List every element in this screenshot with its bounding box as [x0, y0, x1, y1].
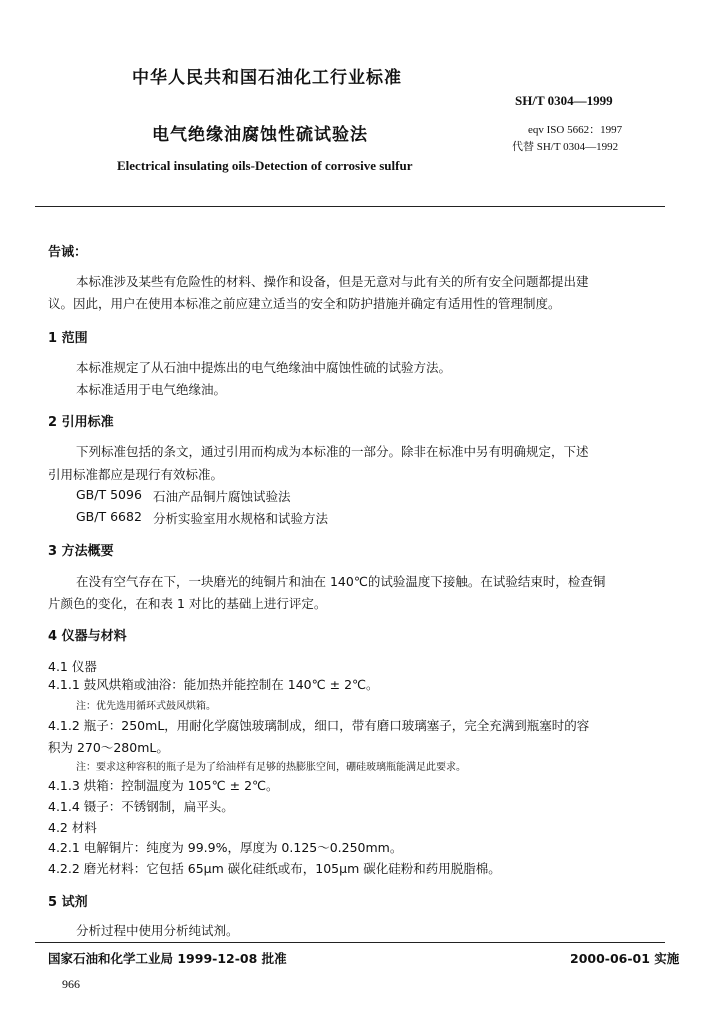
section-text: 分析过程中使用分析纯试剂。: [76, 923, 239, 938]
section-text: 引用标准都应是现行有效标准。: [48, 467, 224, 482]
warning-paragraph-line: 议。因此，用户在使用本标准之前应建立适当的安全和防护措施并确定有适用性的管理制度。: [48, 296, 561, 311]
section-text: 下列标准包括的条文，通过引用而构成为本标准的一部分。除非在标准中另有明确规定，下述: [76, 444, 589, 459]
section-text: 片颜色的变化，在和表 1 对比的基础上进行评定。: [48, 596, 327, 611]
subsection-text: 积为 270～280mL。: [48, 740, 169, 755]
document-title-en: Electrical insulating oils-Detection of corrosive sulfur: [117, 158, 413, 173]
standard-code: SH/T 0304—1999: [515, 93, 613, 108]
section-heading: 3 方法概要: [48, 544, 114, 559]
note-text: 注：要求这种容积的瓶子是为了给油样有足够的热膨胀空间，硼硅玻璃瓶能满足此要求。: [76, 762, 466, 773]
standard-category: 中华人民共和国石油化工行业标准: [132, 68, 402, 88]
reference-code: GB/T 5096: [76, 487, 142, 502]
section-heading: 2 引用标准: [48, 415, 114, 430]
warning-heading: 告诫：: [48, 245, 88, 260]
section-heading: 5 试剂: [48, 895, 88, 910]
footer-divider: [35, 942, 665, 943]
reference-title: 石油产品铜片腐蚀试验法: [153, 489, 291, 504]
document-title-cn: 电气绝缘油腐蚀性硫试验法: [152, 125, 368, 145]
page-number: 966: [62, 977, 80, 991]
section-text: 本标准适用于电气绝缘油。: [76, 382, 227, 397]
note-text: 注：优先选用循环式鼓风烘箱。: [76, 701, 216, 712]
subsection-text: 4.2.2 磨光材料：它包括 65μm 碳化硅纸或布，105μm 碳化硅粉和药用脱脂棉。: [48, 861, 501, 876]
reference-code: GB/T 6682: [76, 509, 142, 524]
subsection-heading: 4.2 材料: [48, 820, 97, 835]
reference-title: 分析实验室用水规格和试验方法: [153, 511, 329, 526]
section-text: 本标准规定了从石油中提炼出的电气绝缘油中腐蚀性硫的试验方法。: [76, 360, 452, 375]
section-heading: 4 仪器与材料: [48, 629, 127, 644]
equivalent-standard: eqv ISO 5662：1997: [528, 124, 623, 136]
approval-line: 国家石油和化学工业局 1999-12-08 批准: [48, 951, 287, 966]
effective-date: 2000-06-01 实施: [570, 951, 680, 966]
subsection-text: 4.2.1 电解铜片：纯度为 99.9%，厚度为 0.125～0.250mm。: [48, 840, 403, 855]
section-heading: 1 范围: [48, 331, 88, 346]
subsection-text: 4.1.2 瓶子：250mL，用耐化学腐蚀玻璃制成，细口，带有磨口玻璃塞子，完全充满到瓶塞时的容: [48, 718, 590, 733]
section-text: 在没有空气存在下，一块磨光的纯铜片和油在 140℃的试验温度下接触。在试验结束时，检查铜: [76, 574, 606, 589]
warning-paragraph-line: 本标准涉及某些有危险性的材料、操作和设备，但是无意对与此有关的所有安全问题都提出建: [76, 274, 589, 289]
subsection-text: 4.1.1 鼓风烘箱或油浴：能加热并能控制在 140℃ ± 2℃。: [48, 677, 379, 692]
subsection-heading: 4.1 仪器: [48, 659, 97, 674]
replaces-standard: 代替 SH/T 0304—1992: [512, 141, 619, 153]
subsection-text: 4.1.3 烘箱：控制温度为 105℃ ± 2℃。: [48, 778, 279, 793]
header-divider: [35, 206, 665, 207]
subsection-text: 4.1.4 镊子：不锈钢制，扁平头。: [48, 799, 234, 814]
